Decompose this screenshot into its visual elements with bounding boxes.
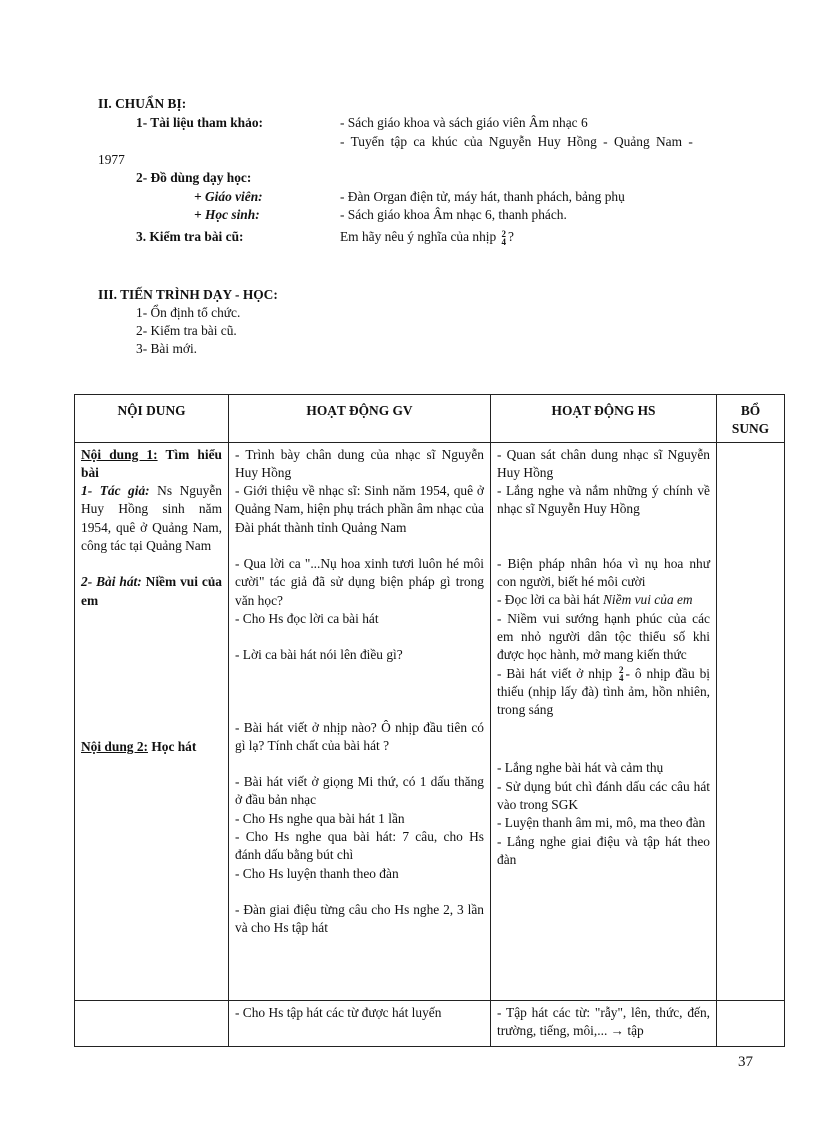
teacher-activity-item: - Giới thiệu về nhạc sĩ: Sinh năm 1954, quê ở Quảng Nam, hiện phụ trách phần âm nhạc của Đài phát thành tỉnh Quảng Nam	[235, 483, 484, 535]
song-title-italic: Niềm vui của em	[602, 592, 693, 608]
student-activity-item: - Sử dụng bút chì đánh dấu các câu hát vào trong SGK	[497, 778, 710, 813]
student-activity-cell	[491, 1000, 717, 1046]
teacher-activity-item: - Cho Hs nghe qua bài hát 1 lần	[235, 810, 405, 826]
teacher-activity-item: - Cho Hs nghe qua bài hát: 7 câu, cho Hs đánh dấu bằng bút chì	[235, 829, 484, 863]
old-lesson-question	[340, 228, 514, 246]
teacher-activity-cell	[229, 442, 491, 1000]
table-header-row	[75, 395, 785, 443]
step-3: 3- Bài mới.	[136, 341, 198, 356]
student-activity-item: - Tập hát các từ: "rẫy", lên, thức, đến, trường, tiếng, môi,... → tập	[497, 1004, 710, 1038]
teacher-activity-item: - Bài hát viết ở nhịp nào? Ô nhịp đầu tiên có gì lạ? Tính chất của bài hát ?	[235, 719, 484, 753]
header-teacher-activity: HOẠT ĐỘNG GV	[229, 395, 491, 443]
content-part-2-title: Học hát	[147, 738, 197, 754]
student-read-lyrics: - Đọc lời ca bài hát	[497, 592, 603, 608]
student-tools: - Sách giáo khoa Âm nhạc 6, thanh phách.	[340, 207, 567, 222]
content-cell	[75, 1000, 229, 1046]
step-2: 2- Kiểm tra bài cũ.	[136, 323, 237, 338]
student-meter-text: - Bài hát viết ở nhịp	[497, 665, 613, 681]
content-cell	[75, 442, 229, 1000]
student-label: + Học sinh:	[194, 207, 260, 222]
section-3-heading: III. TIẾN TRÌNH DẠY - HỌC:	[98, 287, 278, 302]
student-activity-item: - Lắng nghe giai điệu và tập hát theo đàn	[497, 833, 710, 867]
table-row	[75, 1000, 785, 1046]
teacher-activity-item: - Lời ca bài hát nói lên điều gì?	[235, 647, 403, 663]
student-activity-item: - Lắng nghe bài hát và cảm thụ	[497, 760, 664, 776]
time-signature	[502, 230, 507, 246]
teacher-activity-item: - Trình bày chân dung của nhạc sĩ Nguyễn Huy Hồng	[235, 446, 484, 480]
author-info	[81, 482, 222, 555]
song-title: Niềm vui của em	[81, 574, 222, 608]
tools-label: 2- Đồ dùng dạy học:	[136, 170, 252, 185]
header-notes: BỔ SUNG	[717, 395, 785, 443]
step-1: 1- Ổn định tổ chức.	[136, 305, 241, 320]
reference-label: 1- Tài liệu tham khảo:	[136, 115, 263, 130]
student-activity-item: - Biện pháp nhân hóa vì nụ hoa như con người, biết hé môi cười	[497, 555, 710, 590]
student-activity-item: - Quan sát chân dung nhạc sĩ Nguyễn Huy Hồng	[497, 446, 710, 480]
song-info	[81, 573, 222, 610]
reference-item-2: - Tuyển tập ca khúc của Nguyễn Huy Hồng - Quảng Nam -	[340, 134, 693, 149]
content-part-1	[81, 446, 222, 483]
teacher-activity-cell	[229, 1000, 491, 1046]
song-label: 2- Bài hát:	[81, 574, 142, 590]
old-lesson-check-label: 3. Kiểm tra bài cũ:	[136, 229, 244, 244]
question-text: Em hãy nêu ý nghĩa của nhịp	[340, 229, 497, 244]
student-activity-item: - Luyện thanh âm mi, mô, ma theo đàn	[497, 815, 706, 831]
notes-cell	[717, 1000, 785, 1046]
author-text: Ns Nguyễn Huy Hồng sinh năm 1954, quê ở Quảng Nam, công tác tại Quảng Nam	[81, 483, 222, 554]
teacher-activity-item: - Cho Hs tập hát các từ được hát luyến	[235, 1004, 442, 1020]
teacher-label: + Giáo viên:	[194, 189, 263, 204]
time-signature-bottom: 4	[619, 673, 624, 684]
teacher-activity-item: - Cho Hs đọc lời ca bài hát	[235, 610, 379, 626]
teacher-tools: - Đàn Organ điện tử, máy hát, thanh phách, bảng phụ	[340, 189, 625, 204]
question-end: ?	[508, 229, 514, 244]
time-signature-bottom: 4	[501, 236, 507, 247]
notes-cell	[717, 442, 785, 1000]
header-student-activity: HOẠT ĐỘNG HS	[491, 395, 717, 443]
student-activity-item: - Niềm vui sướng hạnh phúc của các em nhỏ người dân tộc thiểu số khi được học hành, mở mang kiến thức	[497, 610, 710, 663]
lesson-table	[74, 394, 785, 1047]
page-number: 37	[738, 1054, 753, 1070]
teacher-activity-item: - Bài hát viết ở giọng Mi thứ, có 1 dấu thăng ở đầu bản nhạc	[235, 774, 484, 808]
header-content: NỘI DUNG	[75, 395, 229, 443]
author-label: 1- Tác giả:	[81, 483, 150, 499]
teacher-activity-item: - Cho Hs luyện thanh theo đàn	[235, 865, 399, 881]
content-part-1-label: Nội dung 1:	[81, 446, 158, 462]
content-part-1-title: Tìm hiểu bài	[81, 446, 222, 480]
teacher-activity-item: - Qua lời ca "...Nụ hoa xinh tươi luôn hé môi cười" tác giả đã sử dụng biện pháp gì trong văn học?	[235, 556, 484, 608]
content-part-2-label: Nội dung 2:	[81, 738, 148, 754]
student-activity-item	[497, 591, 710, 609]
time-signature	[619, 666, 624, 682]
content-part-2	[81, 738, 222, 756]
student-activity-cell	[491, 442, 717, 1000]
time-signature-top: 2	[501, 228, 507, 239]
student-activity-item	[497, 665, 710, 720]
section-2-heading: II. CHUẨN BỊ:	[98, 96, 187, 111]
time-signature-top: 2	[619, 665, 624, 676]
student-meter-answer: - ô nhịp đầu bị thiếu (nhịp lấy đà) tình ảm, hồn nhiên, trong sáng	[497, 665, 710, 718]
reference-item-2-continued: 1977	[98, 152, 125, 167]
teacher-activity-item: - Đàn giai điệu từng câu cho Hs nghe 2, 3 lần và cho Hs tập hát	[235, 901, 484, 936]
student-activity-item: - Lắng nghe và nắm những ý chính về nhạc sĩ Nguyễn Huy Hồng	[497, 483, 710, 517]
reference-item-1: - Sách giáo khoa và sách giáo viên Âm nhạc 6	[340, 115, 588, 130]
table-row	[75, 442, 785, 1000]
